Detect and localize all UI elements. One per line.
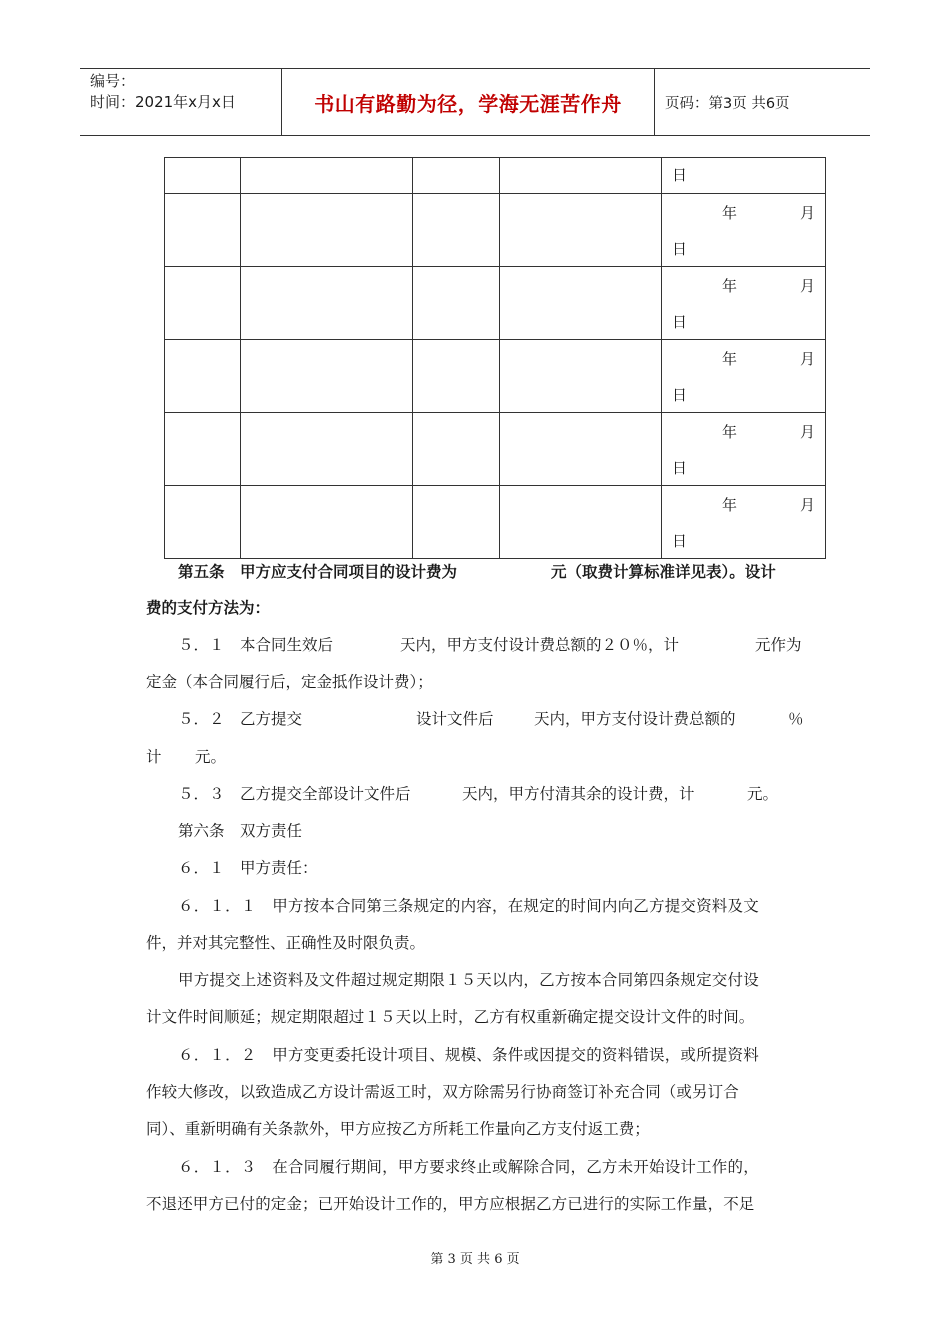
table-row xyxy=(165,267,826,340)
clause6-1-2-line2: 作较大修改，以致造成乙方设计需返工时，双方除需另行协商签订补充合同（或另订合 xyxy=(146,1083,739,1101)
clause5-3-label: ５．３ 乙方提交全部设计文件后 xyxy=(178,785,411,803)
date-day: 日 xyxy=(672,459,688,477)
date-month: 月 xyxy=(799,277,815,295)
table-cell xyxy=(500,158,662,194)
date-cell xyxy=(662,340,826,413)
table-cell xyxy=(241,413,413,486)
clause6-1-3-line2: 不退还甲方已付的定金；已开始设计工作的，甲方应根据乙方已进行的实际工作量，不足 xyxy=(146,1195,755,1213)
clause6-1-2-line1: ６．１．２ 甲方变更委托设计项目、规模、条件或因提交的资料错误，或所提资料 xyxy=(178,1046,759,1064)
table-cell xyxy=(500,413,662,486)
table-cell xyxy=(165,158,241,194)
date-month: 月 xyxy=(799,350,815,368)
date-year: 年 xyxy=(722,204,738,222)
table-cell xyxy=(413,194,500,267)
table-cell xyxy=(241,340,413,413)
table-cell xyxy=(413,486,500,559)
table-cell xyxy=(413,413,500,486)
table-row xyxy=(165,158,826,194)
date-year: 年 xyxy=(722,277,738,295)
table-row xyxy=(165,486,826,559)
clause6-1-3-line1: ６．１．３ 在合同履行期间，甲方要求终止或解除合同，乙方未开始设计工作的， xyxy=(178,1158,759,1176)
date-day: 日 xyxy=(672,386,688,404)
date-year: 年 xyxy=(722,423,738,441)
date-day: 日 xyxy=(672,532,688,550)
clause5-title: 第五条 甲方应支付合同项目的设计费为 xyxy=(178,562,458,581)
table-cell xyxy=(500,340,662,413)
table-cell xyxy=(165,413,241,486)
date-day: 日 xyxy=(672,166,688,184)
clause6-1-2-line3: 同）、重新明确有关条款外，甲方应按乙方所耗工作量向乙方支付返工费； xyxy=(146,1120,650,1138)
date-month: 月 xyxy=(799,496,815,514)
table-cell xyxy=(241,194,413,267)
page-footer: 第 3 页 共 6 页 xyxy=(430,1252,520,1267)
date-day: 日 xyxy=(672,240,688,258)
clause5-3-text: 天内，甲方付清其余的设计费，计 xyxy=(462,785,695,803)
table-cell xyxy=(165,486,241,559)
clause5-1-text: 天内，甲方支付设计费总额的２０％，计 xyxy=(400,636,680,654)
clause6-1-1-line1: ６．１．１ 甲方按本合同第三条规定的内容，在规定的时间内向乙方提交资料及文 xyxy=(178,897,759,915)
table-cell xyxy=(413,340,500,413)
clause5-1-text-end: 元作为 xyxy=(755,636,802,654)
table-cell xyxy=(165,340,241,413)
header-motto: 书山有路勤为径，学海无涯苦作舟 xyxy=(282,69,655,135)
clause6-para-line1: 甲方提交上述资料及文件超过规定期限１５天以内，乙方按本合同第四条规定交付设 xyxy=(178,971,759,989)
table-cell xyxy=(413,267,500,340)
clause5-title-cont: 元（取费计算标准详见表）。设计 xyxy=(551,562,776,581)
date-cell xyxy=(662,267,826,340)
document-number: 编号： xyxy=(90,72,136,90)
clause5-2-text-b: 天内，甲方支付设计费总额的 xyxy=(534,710,736,728)
table-cell xyxy=(241,267,413,340)
clause5-1-label: ５．１ 本合同生效后 xyxy=(178,636,334,654)
table-row xyxy=(165,340,826,413)
header-page-info: 页码：第3页 共6页 xyxy=(665,95,790,112)
date-year: 年 xyxy=(722,350,738,368)
date-cell xyxy=(662,486,826,559)
date-year: 年 xyxy=(722,496,738,514)
date-cell xyxy=(662,194,826,267)
date-month: 月 xyxy=(799,204,815,222)
page-header xyxy=(80,68,870,136)
clause6-1-1-line2: 件，并对其完整性、正确性及时限负责。 xyxy=(146,934,426,952)
table-cell xyxy=(241,486,413,559)
clause5-2-line2-a: 计 xyxy=(146,748,162,766)
clause5-2-label: ５．２ 乙方提交 xyxy=(178,710,303,728)
clause6-title: 第六条 双方责任 xyxy=(178,822,303,840)
table-cell xyxy=(241,158,413,194)
table-cell xyxy=(500,267,662,340)
date-day: 日 xyxy=(672,313,688,331)
clause6-1: ６．１ 甲方责任： xyxy=(178,859,318,877)
header-meta xyxy=(80,69,282,135)
table-cell xyxy=(413,158,500,194)
clause5-2-line2-b: 元。 xyxy=(195,748,227,766)
table-cell xyxy=(165,267,241,340)
clause5-2-text-a: 设计文件后 xyxy=(416,710,494,728)
table-row xyxy=(165,194,826,267)
clause5-2-percent: ％ xyxy=(788,710,804,728)
schedule-table xyxy=(164,157,826,559)
date-cell xyxy=(662,413,826,486)
clause6-para-line2: 计文件时间顺延；规定期限超过１５天以上时，乙方有权重新确定提交设计文件的时间。 xyxy=(146,1008,755,1026)
table-cell xyxy=(500,486,662,559)
table-cell xyxy=(165,194,241,267)
clause5-1-line2: 定金（本合同履行后，定金抵作设计费）； xyxy=(146,673,433,691)
table-cell xyxy=(500,194,662,267)
table-row xyxy=(165,413,826,486)
clause5-title-line2: 费的支付方法为： xyxy=(146,598,271,617)
clause5-3-text-end: 元。 xyxy=(747,785,779,803)
date-month: 月 xyxy=(799,423,815,441)
document-time: 时间：2021年x月x日 xyxy=(90,93,236,111)
date-cell xyxy=(662,158,826,194)
